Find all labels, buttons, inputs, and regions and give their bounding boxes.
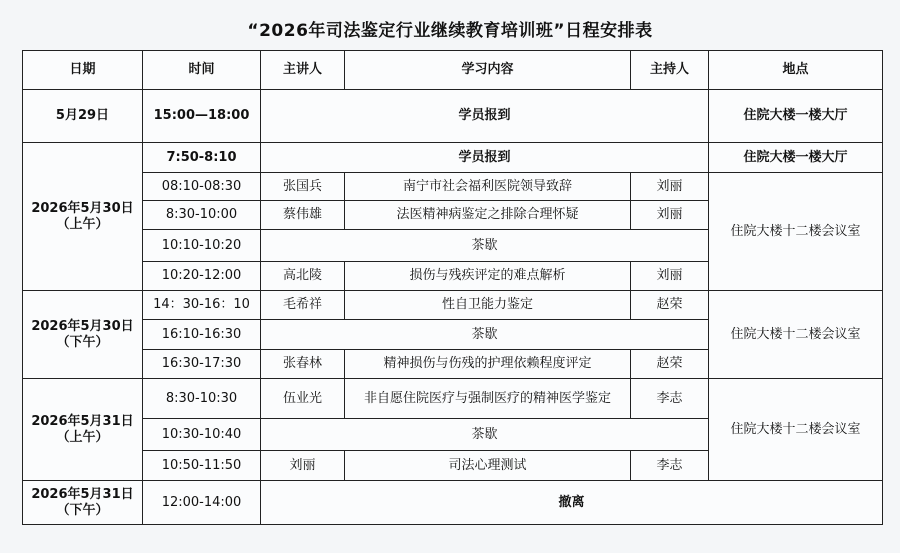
date-text: 2026年5月31日 <box>31 413 134 429</box>
table-row <box>23 291 883 320</box>
content-cell: 茶歇 <box>261 320 709 350</box>
speaker-cell: 刘丽 <box>261 451 345 481</box>
table-row <box>23 143 883 173</box>
speaker-cell: 张春林 <box>261 350 345 379</box>
host-cell: 赵荣 <box>631 350 709 379</box>
speaker-cell: 蔡伟雄 <box>261 201 345 230</box>
header-speaker: 主讲人 <box>261 51 345 90</box>
date-period: （下午） <box>56 502 109 518</box>
time-cell: 8:30-10:00 <box>143 201 261 230</box>
location-cell: 住院大楼一楼大厅 <box>709 143 883 173</box>
content-cell: 撤离 <box>261 481 883 525</box>
time-cell: 14：30-16：10 <box>143 291 261 320</box>
date-cell <box>23 379 143 481</box>
time-cell: 16:10-16:30 <box>143 320 261 350</box>
content-cell: 损伤与残疾评定的难点解析 <box>345 262 631 291</box>
table-row <box>23 173 883 201</box>
time-cell: 15:00—18:00 <box>143 90 261 143</box>
header-content: 学习内容 <box>345 51 631 90</box>
date-text: 5月29日 <box>55 108 110 123</box>
schedule-table <box>22 50 883 525</box>
date-period: （上午） <box>56 429 109 445</box>
time-cell: 10:50-11:50 <box>143 451 261 481</box>
host-cell: 李志 <box>631 379 709 419</box>
location-cell: 住院大楼一楼大厅 <box>709 90 883 143</box>
content-cell: 精神损伤与伤残的护理依赖程度评定 <box>345 350 631 379</box>
content-cell: 茶歇 <box>261 230 709 262</box>
header-date: 日期 <box>23 51 143 90</box>
time-cell: 10:20-12:00 <box>143 262 261 291</box>
content-cell: 司法心理测试 <box>345 451 631 481</box>
table-row <box>23 90 883 143</box>
time-cell: 10:10-10:20 <box>143 230 261 262</box>
host-cell: 赵荣 <box>631 291 709 320</box>
date-period: （下午） <box>56 334 109 350</box>
speaker-cell: 毛希祥 <box>261 291 345 320</box>
date-cell <box>23 90 143 143</box>
time-cell: 8:30-10:30 <box>143 379 261 419</box>
table-row <box>23 481 883 525</box>
time-cell: 16:30-17:30 <box>143 350 261 379</box>
host-cell: 刘丽 <box>631 262 709 291</box>
location-cell: 住院大楼十二楼会议室 <box>709 379 883 481</box>
time-cell: 08:10-08:30 <box>143 173 261 201</box>
date-text: 2026年5月31日 <box>31 486 134 502</box>
date-text: 2026年5月30日 <box>31 200 134 216</box>
speaker-cell: 高北陵 <box>261 262 345 291</box>
content-cell: 南宁市社会福利医院领导致辞 <box>345 173 631 201</box>
host-cell: 刘丽 <box>631 173 709 201</box>
date-period: （上午） <box>56 216 109 232</box>
location-cell: 住院大楼十二楼会议室 <box>709 173 883 291</box>
table-row <box>23 379 883 419</box>
content-cell: 学员报到 <box>261 143 709 173</box>
content-cell: 性自卫能力鉴定 <box>345 291 631 320</box>
page-title: “2026年司法鉴定行业继续教育培训班”日程安排表 <box>247 21 653 41</box>
time-cell: 10:30-10:40 <box>143 419 261 451</box>
time-cell: 12:00-14:00 <box>143 481 261 525</box>
header-row <box>23 51 883 90</box>
speaker-cell: 伍业光 <box>261 379 345 419</box>
date-cell <box>23 291 143 379</box>
header-location: 地点 <box>709 51 883 90</box>
content-cell: 非自愿住院医疗与强制医疗的精神医学鉴定 <box>345 379 631 419</box>
host-cell: 李志 <box>631 451 709 481</box>
time-cell: 7:50-8:10 <box>143 143 261 173</box>
date-cell <box>23 143 143 291</box>
header-host: 主持人 <box>631 51 709 90</box>
content-cell: 茶歇 <box>261 419 709 451</box>
date-cell <box>23 481 143 525</box>
header-time: 时间 <box>143 51 261 90</box>
host-cell: 刘丽 <box>631 201 709 230</box>
speaker-cell: 张国兵 <box>261 173 345 201</box>
content-cell: 法医精神病鉴定之排除合理怀疑 <box>345 201 631 230</box>
content-cell: 学员报到 <box>261 90 709 143</box>
date-text: 2026年5月30日 <box>31 318 134 334</box>
location-cell: 住院大楼十二楼会议室 <box>709 291 883 379</box>
